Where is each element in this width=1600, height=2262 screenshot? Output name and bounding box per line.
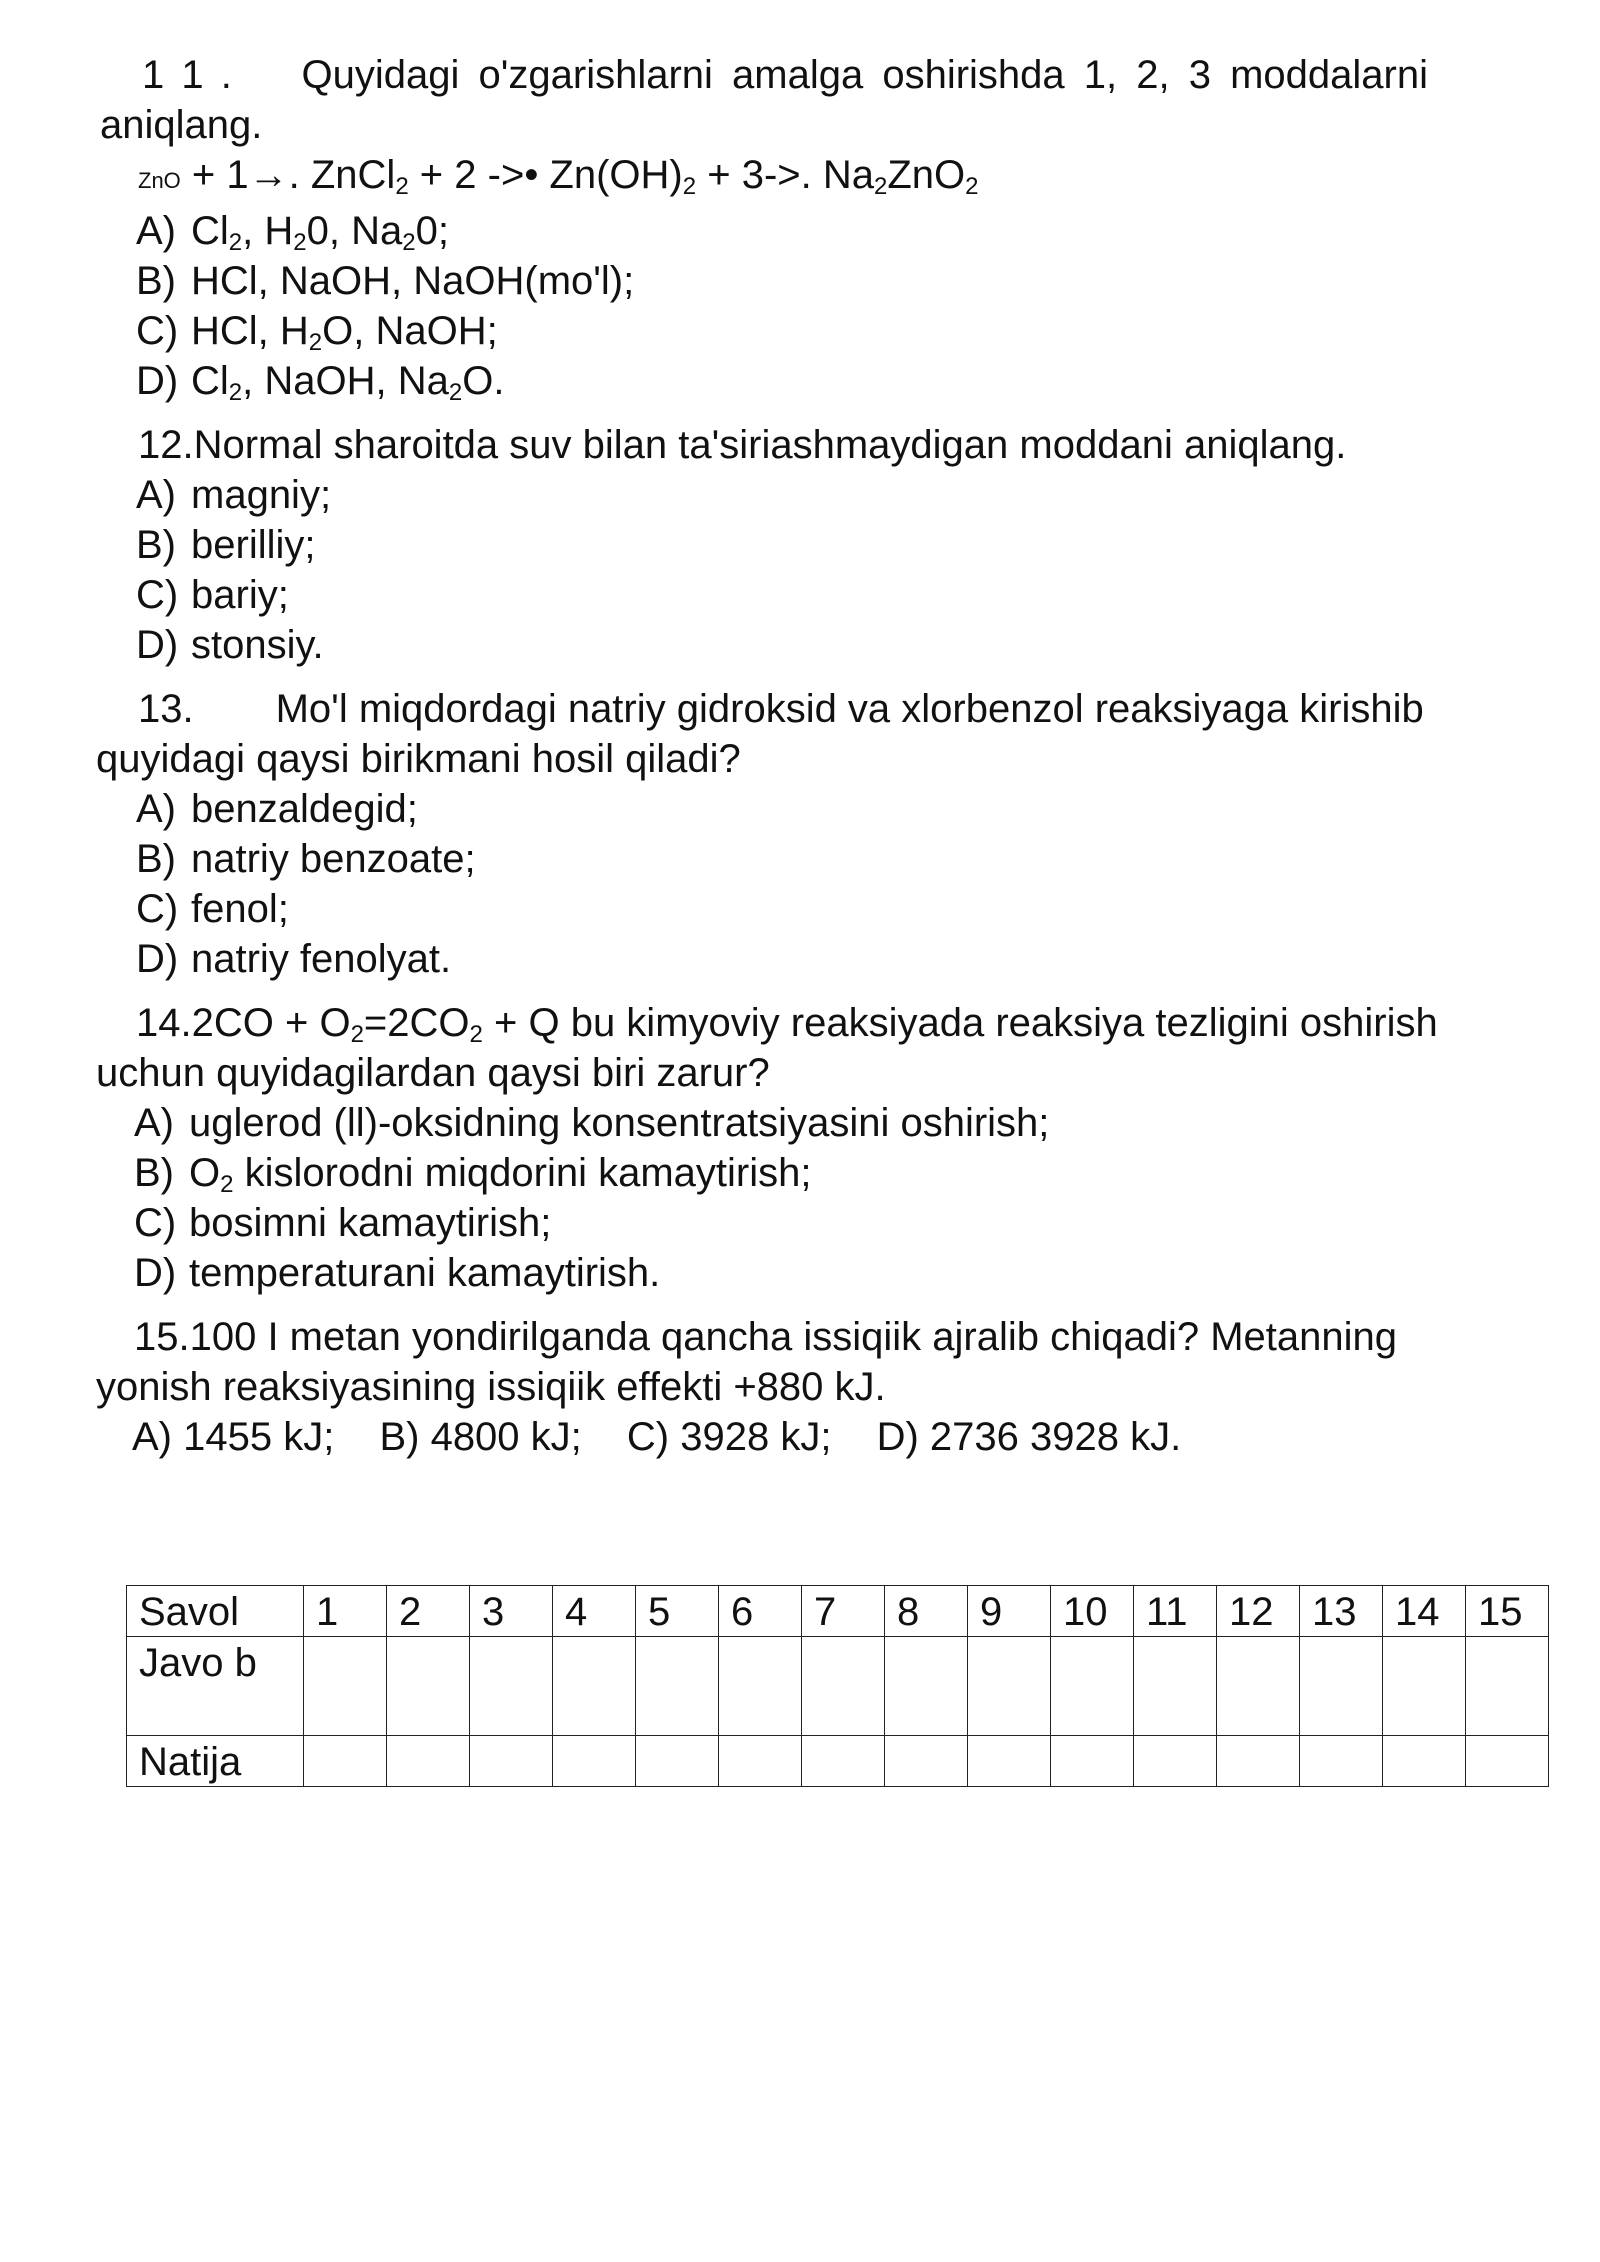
question-13-stem bbox=[96, 684, 1524, 734]
option-15-c[interactable]: C) 3928 kJ; bbox=[626, 1415, 832, 1459]
option-text: , NaOH, Na bbox=[242, 359, 449, 403]
column-header: 9 bbox=[968, 1586, 1051, 1637]
option-14-a[interactable] bbox=[96, 1098, 1524, 1148]
option-text: stonsiy. bbox=[191, 623, 324, 667]
subscript: 2 bbox=[228, 229, 243, 256]
option-12-a[interactable] bbox=[96, 470, 1524, 520]
answer-cell[interactable] bbox=[304, 1637, 387, 1736]
option-text: kislorodni miqdorini kamaytirish; bbox=[233, 1151, 812, 1195]
scheme-part: + 3->. Na bbox=[696, 153, 874, 197]
option-text: HCl, NaOH, NaOH(mo'l); bbox=[191, 259, 635, 303]
option-13-a[interactable] bbox=[96, 784, 1524, 834]
question-13 bbox=[96, 684, 1524, 984]
scheme-part: . ZnCl bbox=[288, 153, 396, 197]
subscript: 2 bbox=[395, 173, 409, 200]
option-13-c[interactable] bbox=[96, 884, 1524, 934]
subscript: 2 bbox=[469, 1021, 483, 1048]
subscript: 2 bbox=[402, 229, 416, 256]
option-text: natriy benzoate; bbox=[191, 837, 476, 881]
subscript: 2 bbox=[220, 1171, 234, 1198]
option-text: berilliy; bbox=[191, 523, 316, 567]
option-text: Cl bbox=[191, 209, 229, 253]
scheme-part: ZnO bbox=[887, 153, 966, 197]
option-12-b[interactable] bbox=[96, 520, 1524, 570]
option-letter: B) bbox=[136, 523, 176, 567]
option-14-c[interactable] bbox=[96, 1198, 1524, 1248]
column-header: 1 bbox=[304, 1586, 387, 1637]
option-text: bosimni kamaytirish; bbox=[189, 1201, 552, 1245]
option-text: 0, Na bbox=[306, 209, 403, 253]
column-header: 6 bbox=[719, 1586, 802, 1637]
option-letter: C) bbox=[136, 887, 179, 931]
table-row-savol bbox=[127, 1586, 1549, 1637]
option-letter: D) bbox=[134, 1251, 177, 1295]
answer-cell[interactable] bbox=[387, 1637, 470, 1736]
option-text: , H bbox=[242, 209, 294, 253]
option-letter: A) bbox=[136, 209, 176, 253]
result-cell[interactable] bbox=[885, 1736, 968, 1787]
option-letter: A) bbox=[134, 1101, 174, 1145]
result-cell[interactable] bbox=[1051, 1736, 1134, 1787]
subscript: 2 bbox=[228, 379, 243, 406]
table-row-natija bbox=[127, 1736, 1549, 1787]
question-15 bbox=[96, 1312, 1524, 1462]
option-letter: A) bbox=[136, 787, 176, 831]
question-13-text-cont: quyidagi qaysi birikmani hosil qiladi? bbox=[96, 737, 741, 781]
option-13-b[interactable] bbox=[96, 834, 1524, 884]
option-text: natriy fenolyat. bbox=[191, 937, 452, 981]
option-text: O. bbox=[462, 359, 505, 403]
answer-cell[interactable] bbox=[1134, 1637, 1217, 1736]
option-letter: D) bbox=[136, 937, 179, 981]
question-14-text: =2CO bbox=[363, 1001, 470, 1045]
option-text: O, NaOH; bbox=[322, 309, 498, 353]
option-text: O bbox=[189, 1151, 221, 1195]
answer-cell[interactable] bbox=[636, 1637, 719, 1736]
column-header: 4 bbox=[553, 1586, 636, 1637]
arrow-icon: → bbox=[248, 153, 289, 197]
column-header: 11 bbox=[1134, 1586, 1217, 1637]
answer-cell[interactable] bbox=[968, 1637, 1051, 1736]
result-cell[interactable] bbox=[553, 1736, 636, 1787]
answer-table bbox=[126, 1585, 1549, 1787]
question-14-text: + Q bu kimyoviy reaksiyada reaksiya tezligini oshirish bbox=[482, 1001, 1438, 1045]
option-letter: B) bbox=[134, 1151, 174, 1195]
result-cell[interactable] bbox=[636, 1736, 719, 1787]
option-text: fenol; bbox=[191, 887, 289, 931]
option-text: Cl bbox=[191, 359, 229, 403]
option-letter: C) bbox=[136, 309, 179, 353]
question-15-stem: 15.100 I metan yondirilganda qancha issiqiik ajralib chiqadi? Metanning bbox=[134, 1315, 1398, 1359]
option-text: magniy; bbox=[191, 473, 332, 517]
result-cell[interactable] bbox=[968, 1736, 1051, 1787]
question-13-text: Mo'l miqdordagi natriy gidroksid va xlorbenzol reaksiyaga kirishib bbox=[275, 687, 1424, 731]
answer-cell[interactable] bbox=[885, 1637, 968, 1736]
document-page bbox=[96, 50, 1524, 1462]
column-header: 2 bbox=[387, 1586, 470, 1637]
option-letter: B) bbox=[136, 259, 176, 303]
option-text: 0; bbox=[415, 209, 449, 253]
option-text: uglerod (ll)-oksidning konsentratsiyasini oshirish; bbox=[189, 1101, 1050, 1145]
question-14 bbox=[96, 998, 1524, 1298]
result-cell[interactable] bbox=[1134, 1736, 1217, 1787]
subscript: 2 bbox=[965, 173, 979, 200]
subscript: 2 bbox=[308, 329, 323, 356]
answer-cell[interactable] bbox=[1217, 1637, 1300, 1736]
column-header: 10 bbox=[1051, 1586, 1134, 1637]
result-cell[interactable] bbox=[387, 1736, 470, 1787]
table-row-javob bbox=[127, 1637, 1549, 1736]
subscript: 2 bbox=[448, 379, 463, 406]
scheme-part: + 2 ->• Zn(OH) bbox=[408, 153, 683, 197]
option-text: HCl, H bbox=[191, 309, 309, 353]
column-header: 14 bbox=[1383, 1586, 1466, 1637]
question-11-stem bbox=[96, 50, 1524, 100]
option-15-d[interactable]: D) 2736 3928 kJ. bbox=[876, 1415, 1182, 1459]
answer-cell[interactable] bbox=[802, 1637, 885, 1736]
subscript: 2 bbox=[682, 173, 697, 200]
option-letter: C) bbox=[134, 1201, 177, 1245]
option-11-a[interactable] bbox=[96, 206, 1524, 256]
question-13-number: 13. bbox=[138, 687, 194, 731]
question-11-scheme bbox=[96, 150, 1524, 206]
column-header: 13 bbox=[1300, 1586, 1383, 1637]
option-letter: D) bbox=[136, 623, 179, 667]
option-text: temperaturani kamaytirish. bbox=[189, 1251, 661, 1295]
column-header: 7 bbox=[802, 1586, 885, 1637]
row-label-javob: Javo b bbox=[127, 1637, 304, 1736]
question-12-text: 12.Normal sharoitda suv bilan ta'siriashmaydigan moddani aniqlang. bbox=[138, 423, 1347, 467]
answer-cell[interactable] bbox=[719, 1637, 802, 1736]
answer-cell[interactable] bbox=[1383, 1637, 1466, 1736]
question-15-options bbox=[96, 1412, 1524, 1462]
option-15-b[interactable]: B) 4800 kJ; bbox=[379, 1415, 582, 1459]
result-cell[interactable] bbox=[470, 1736, 553, 1787]
question-11-number: 1 1 . bbox=[142, 53, 235, 97]
question-14-stem bbox=[96, 998, 1524, 1048]
answer-cell[interactable] bbox=[553, 1637, 636, 1736]
result-cell[interactable] bbox=[802, 1736, 885, 1787]
question-14-text: 14.2CO + O bbox=[136, 1001, 351, 1045]
option-11-c[interactable] bbox=[96, 306, 1524, 356]
option-13-d[interactable] bbox=[96, 934, 1524, 984]
option-letter: B) bbox=[136, 837, 176, 881]
scheme-part: + 1 bbox=[180, 153, 249, 197]
option-text: benzaldegid; bbox=[191, 787, 418, 831]
option-letter: A) bbox=[136, 473, 176, 517]
subscript: 2 bbox=[350, 1021, 364, 1048]
column-header: 8 bbox=[885, 1586, 968, 1637]
option-letter: D) bbox=[136, 359, 179, 403]
question-14-text-cont: uchun quyidagilardan qaysi biri zarur? bbox=[96, 1051, 770, 1095]
column-header: 5 bbox=[636, 1586, 719, 1637]
subscript: 2 bbox=[873, 173, 888, 200]
result-cell[interactable] bbox=[1383, 1736, 1466, 1787]
answer-cell[interactable] bbox=[470, 1637, 553, 1736]
answer-cell[interactable] bbox=[1300, 1637, 1383, 1736]
answer-cell[interactable] bbox=[1051, 1637, 1134, 1736]
question-11 bbox=[96, 50, 1524, 406]
scheme-start: ZnO bbox=[138, 168, 181, 193]
result-cell[interactable] bbox=[1300, 1736, 1383, 1787]
subscript: 2 bbox=[293, 229, 307, 256]
column-header: 3 bbox=[470, 1586, 553, 1637]
question-12 bbox=[96, 420, 1524, 670]
option-11-d[interactable] bbox=[96, 356, 1524, 406]
option-11-b[interactable] bbox=[96, 256, 1524, 306]
option-letter: C) bbox=[136, 573, 179, 617]
option-12-d[interactable] bbox=[96, 620, 1524, 670]
column-header: 15 bbox=[1466, 1586, 1549, 1637]
answer-cell[interactable] bbox=[1466, 1637, 1549, 1736]
row-label-savol: Savol bbox=[127, 1586, 304, 1637]
question-11-text: Quyidagi o'zgarishlarni amalga oshirishda 1, 2, 3 moddalarni bbox=[301, 53, 1428, 97]
result-cell[interactable] bbox=[304, 1736, 387, 1787]
question-15-text-cont: yonish reaksiyasining issiqiik effekti +880 kJ. bbox=[96, 1365, 886, 1409]
column-header: 12 bbox=[1217, 1586, 1300, 1637]
option-14-d[interactable] bbox=[96, 1248, 1524, 1298]
option-15-a[interactable]: A) 1455 kJ; bbox=[132, 1415, 335, 1459]
question-11-text-cont: aniqlang. bbox=[100, 103, 263, 147]
result-cell[interactable] bbox=[1466, 1736, 1549, 1787]
option-12-c[interactable] bbox=[96, 570, 1524, 620]
option-14-b[interactable] bbox=[96, 1148, 1524, 1198]
row-label-natija: Natija bbox=[127, 1736, 304, 1787]
option-text: bariy; bbox=[191, 573, 289, 617]
result-cell[interactable] bbox=[719, 1736, 802, 1787]
result-cell[interactable] bbox=[1217, 1736, 1300, 1787]
